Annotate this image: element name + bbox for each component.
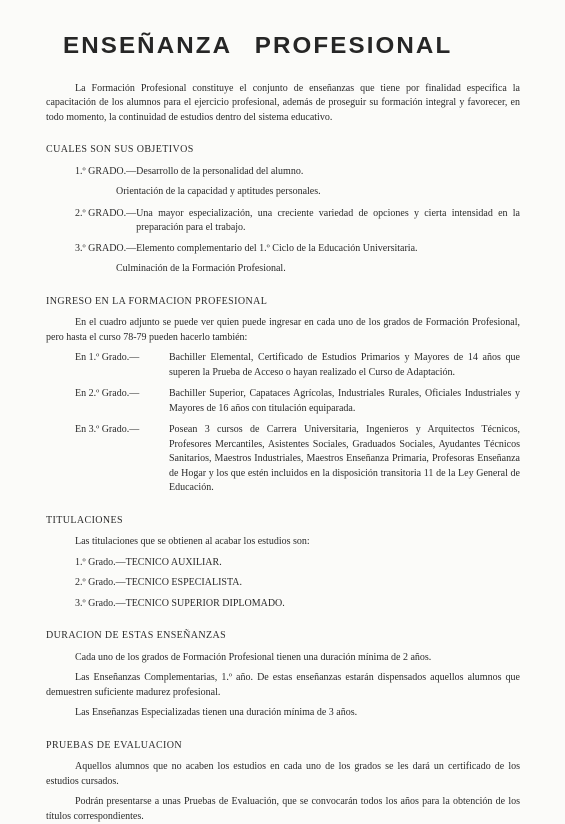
section-heading-pruebas: PRUEBAS DE EVALUACION [46,739,183,751]
objetivo-label: 2.º GRADO.— [75,207,137,219]
section-heading-titulaciones: TITULACIONES [46,514,124,526]
objetivo-item [75,165,520,180]
pruebas-paragraph: Podrán presentarse a unas Pruebas de Evaluación, que se convocarán todos los años para la obtención de los títulos correspondientes. [46,796,520,822]
page-title: ENSEÑANZA PROFESIONAL [63,32,453,58]
objetivo-text: Una mayor especialización, una creciente variedad de opciones y cierta intensidad en la preparación para el trabajo. [136,207,520,233]
ingreso-text: Posean 3 cursos de Carrera Universitaria, Ingenieros y Arquitectos Técnicos, Profesores Mercantiles, Asistentes Sociales, Graduados Sociales, Ayudantes Técnicos Sanitarios, Maestros Industriales, Maestros Enseñanza Primaria, Profesoras Enseñanza de Hogar y los que estén incluidos en la disposición transitoria 11 de la Ley General de Educación. [169,424,520,493]
ingreso-intro: En el cuadro adjunto se puede ver quien puede ingresar en cada uno de los grados de Formación Profesional, pero hasta el curso 78-79 pueden hacerlo también: [46,317,520,343]
titulacion-item: 3.º Grado.—TECNICO SUPERIOR DIPLOMADO. [75,597,285,609]
ingreso-label: En 3.º Grado.— [75,424,140,435]
ingreso-text: Bachiller Elemental, Certificado de Estudios Primarios y Mayores de 14 años que superen la Prueba de Acceso o hayan realizado el Curso de Adaptación. [169,352,520,378]
titulacion-item: 1.º Grado.—TECNICO AUXILIAR. [75,556,222,568]
duracion-paragraph: Cada uno de los grados de Formación Profesional tienen una duración mínima de 2 años. [75,651,432,663]
ingreso-item [75,387,520,416]
section-heading-ingreso: INGRESO EN LA FORMACION PROFESIONAL [46,295,268,307]
ingreso-label: En 1.º Grado.— [75,352,140,363]
objetivo-label: 1.º GRADO.— [75,165,137,177]
titulaciones-intro: Las titulaciones que se obtienen al acabar los estudios son: [75,536,310,547]
objetivo-item [75,207,520,236]
titulacion-item: 2.º Grado.—TECNICO ESPECIALISTA. [75,577,243,588]
objetivo-label: 3.º GRADO.— [75,242,137,254]
objetivo-text: Desarrollo de la personalidad del alumno. [136,165,304,177]
intro-paragraph: La Formación Profesional constituye el conjunto de enseñanzas que tiene por finalidad específica la capacitación de los alumnos para el ejercicio profesional, además de proseguir su formación integral y favorecer, en todo momento, la continuidad de estudios dentro del sistema educativo. [46,82,520,123]
section-heading-objetivos: CUALES SON SUS OBJETIVOS [46,144,194,155]
objetivo-item [75,242,520,257]
objetivo-subline: Culminación de la Formación Profesional. [116,263,286,274]
objetivo-text: Elemento complementario del 1.º Ciclo de la Educación Universitaria. [136,242,418,254]
pruebas-paragraph: Aquellos alumnos que no acaben los estudios en cada uno de los grados se les dará un certificado de los estudios cursados. [46,761,520,787]
section-heading-duracion: DURACION DE ESTAS ENSEÑANZAS [46,630,227,641]
ingreso-label: En 2.º Grado.— [75,388,140,399]
objetivo-subline: Orientación de la capacidad y aptitudes personales. [116,186,321,197]
duracion-paragraph: Las Enseñanzas Especializadas tienen una duración mínima de 3 años. [75,707,358,718]
duracion-paragraph: Las Enseñanzas Complementarias, 1.º año. De estas enseñanzas estarán dispensados aquellos alumnos que demuestren suficiente madurez profesional. [46,672,520,698]
ingreso-text: Bachiller Superior, Capataces Agrícolas, Industriales Rurales, Oficiales Industriales y Mayores de 16 años con titulación equiparada. [169,388,520,414]
ingreso-item [75,423,520,496]
ingreso-item [75,351,520,380]
